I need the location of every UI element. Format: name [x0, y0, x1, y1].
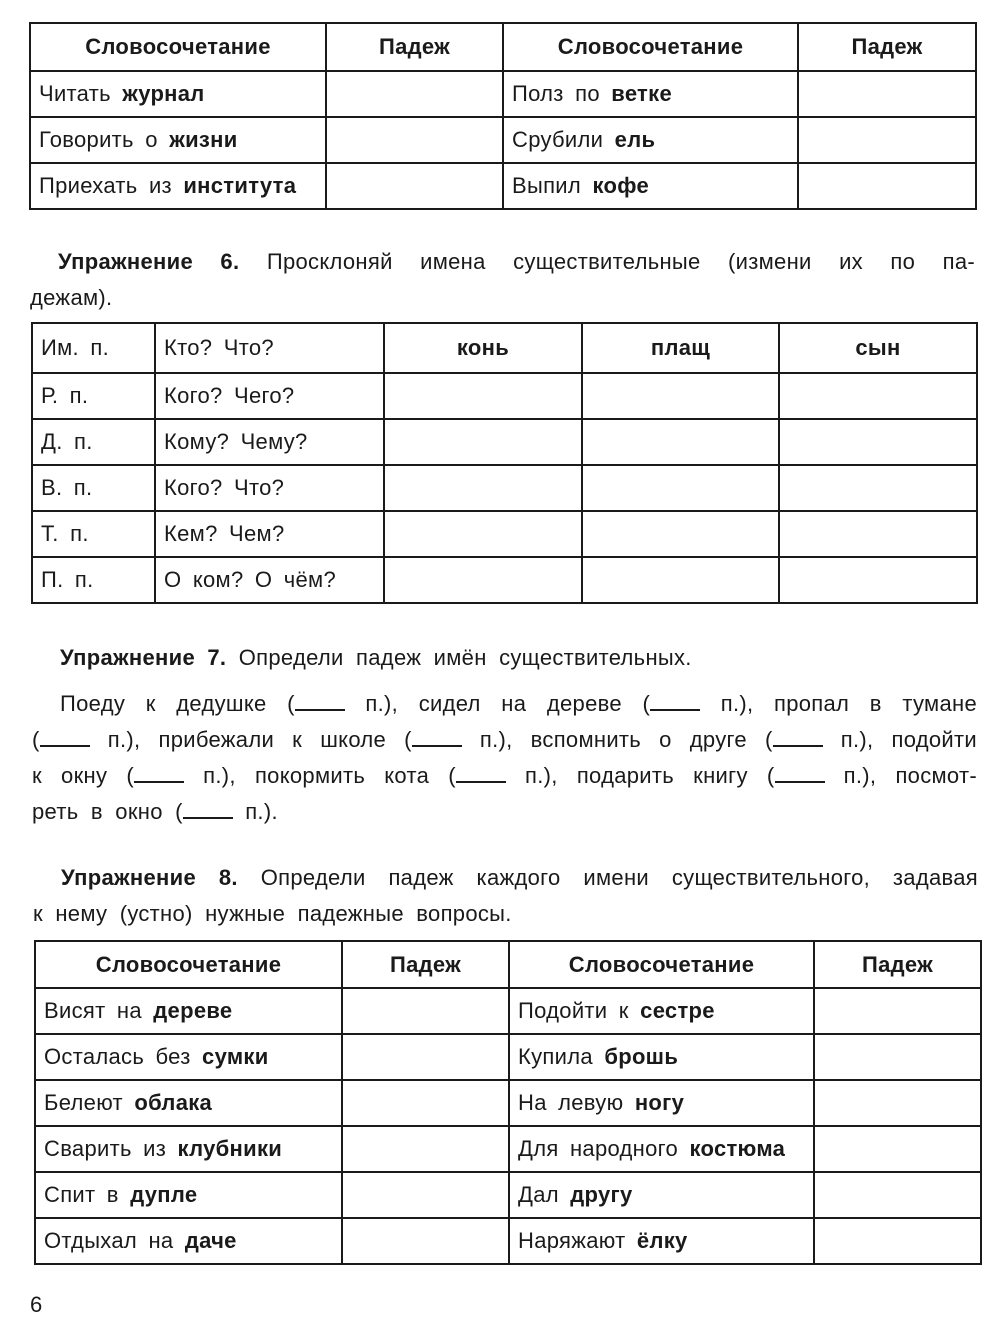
case-name-cell: Т. п. — [32, 511, 155, 557]
answer-cell[interactable] — [384, 419, 582, 465]
case-answer-cell[interactable] — [326, 71, 503, 117]
phrase-cell: Белеют облака — [35, 1080, 342, 1126]
case-question-cell: Кого? Что? — [155, 465, 384, 511]
exercise-8-line-2: к нему (устно) нужные падежные вопросы. — [33, 901, 512, 926]
phrase-cell: Говорить о жизни — [30, 117, 326, 163]
table-row — [32, 373, 977, 419]
answer-cell[interactable] — [779, 373, 977, 419]
answer-cell[interactable] — [384, 465, 582, 511]
word-header-plashch: плащ — [582, 323, 779, 373]
table-row — [35, 1126, 981, 1172]
case-answer-cell[interactable] — [326, 117, 503, 163]
phrase-cell: Для народного костюма — [509, 1126, 814, 1172]
case-question-cell: Кем? Чем? — [155, 511, 384, 557]
case-answer-cell[interactable] — [342, 988, 509, 1034]
answer-blank[interactable] — [412, 727, 462, 747]
answer-cell[interactable] — [384, 373, 582, 419]
table-row — [35, 1034, 981, 1080]
case-answer-cell[interactable] — [342, 1218, 509, 1264]
case-answer-cell[interactable] — [798, 163, 976, 209]
answer-cell[interactable] — [582, 557, 779, 603]
case-question-cell: Кому? Чему? — [155, 419, 384, 465]
table-row — [32, 557, 977, 603]
table-header-row — [30, 23, 976, 71]
exercise-6-line-1: Упражнение 6. Просклоняй имена существительные (измени их по па- — [58, 249, 975, 274]
phrase-cell: Купила брошь — [509, 1034, 814, 1080]
exercise-7-line-4: реть в окно ( п.). — [32, 799, 278, 824]
phrase-cell: Приехать из института — [30, 163, 326, 209]
exercise-8-title: Упражнение 8. — [61, 865, 238, 890]
phrase-cell: Отдыхал на даче — [35, 1218, 342, 1264]
column-header-phrase: Словосочетание — [503, 23, 798, 71]
phrase-cell: Сварить из клубники — [35, 1126, 342, 1172]
table-header-row — [32, 323, 977, 373]
answer-blank[interactable] — [183, 799, 233, 819]
case-answer-cell[interactable] — [342, 1080, 509, 1126]
table-row — [32, 511, 977, 557]
declension-table — [31, 322, 978, 604]
table-header-row — [35, 941, 981, 988]
answer-blank[interactable] — [456, 763, 506, 783]
table-row — [32, 419, 977, 465]
exercise-7 — [32, 640, 977, 830]
column-header-phrase: Словосочетание — [30, 23, 326, 71]
answer-blank[interactable] — [775, 763, 825, 783]
answer-cell[interactable] — [384, 511, 582, 557]
exercise-8-instructions — [33, 860, 978, 932]
case-answer-cell[interactable] — [814, 988, 981, 1034]
table-row — [30, 163, 976, 209]
case-answer-cell[interactable] — [814, 1126, 981, 1172]
case-answer-cell[interactable] — [798, 117, 976, 163]
exercise-7-heading: Упражнение 7. Определи падеж имён существительных. — [60, 645, 692, 670]
answer-blank[interactable] — [134, 763, 184, 783]
table-row — [35, 1172, 981, 1218]
column-header-case: Падеж — [342, 941, 509, 988]
table-row — [30, 117, 976, 163]
table-row — [35, 1080, 981, 1126]
answer-cell[interactable] — [779, 557, 977, 603]
phrase-cell: Осталась без сумки — [35, 1034, 342, 1080]
phrase-cell: Полз по ветке — [503, 71, 798, 117]
case-answer-cell[interactable] — [342, 1034, 509, 1080]
case-name-cell: Им. п. — [32, 323, 155, 373]
word-header-syn: сын — [779, 323, 977, 373]
case-name-cell: П. п. — [32, 557, 155, 603]
exercise-7-body — [32, 686, 977, 830]
answer-blank[interactable] — [773, 727, 823, 747]
column-header-phrase: Словосочетание — [35, 941, 342, 988]
answer-cell[interactable] — [582, 465, 779, 511]
exercise-6-instructions — [30, 244, 975, 316]
phrase-cell: Подойти к сестре — [509, 988, 814, 1034]
column-header-case: Падеж — [798, 23, 976, 71]
table-1 — [29, 22, 977, 210]
case-answer-cell[interactable] — [814, 1034, 981, 1080]
answer-cell[interactable] — [779, 511, 977, 557]
phrase-cell: Висят на дереве — [35, 988, 342, 1034]
case-name-cell: Р. п. — [32, 373, 155, 419]
answer-cell[interactable] — [582, 511, 779, 557]
case-answer-cell[interactable] — [342, 1172, 509, 1218]
column-header-case: Падеж — [814, 941, 981, 988]
word-header-kon: конь — [384, 323, 582, 373]
page-number: 6 — [30, 1292, 43, 1317]
table-row — [35, 988, 981, 1034]
case-name-cell: В. п. — [32, 465, 155, 511]
case-answer-cell[interactable] — [814, 1080, 981, 1126]
table-row — [35, 1218, 981, 1264]
case-question-cell: Кто? Что? — [155, 323, 384, 373]
answer-cell[interactable] — [779, 465, 977, 511]
column-header-phrase: Словосочетание — [509, 941, 814, 988]
case-answer-cell[interactable] — [326, 163, 503, 209]
case-question-cell: Кого? Чего? — [155, 373, 384, 419]
phrase-cell: Выпил кофе — [503, 163, 798, 209]
table-3 — [34, 940, 982, 1265]
answer-blank[interactable] — [650, 691, 700, 711]
answer-cell[interactable] — [582, 419, 779, 465]
answer-cell[interactable] — [582, 373, 779, 419]
table-row — [30, 71, 976, 117]
exercise-6-line-2: дежам). — [30, 285, 113, 310]
exercise-8-line-1: Упражнение 8. Определи падеж каждого имени существительного, задавая — [61, 865, 978, 890]
phrase-cell: Наряжают ёлку — [509, 1218, 814, 1264]
exercise-6-title: Упражнение 6. — [58, 249, 240, 274]
column-header-case: Падеж — [326, 23, 503, 71]
phrase-cell: На левую ногу — [509, 1080, 814, 1126]
answer-blank[interactable] — [295, 691, 345, 711]
case-name-cell: Д. п. — [32, 419, 155, 465]
exercise-7-line-2: ( п.), прибежали к школе ( п.), вспомнить о друге ( п.), подойти — [32, 727, 977, 752]
case-answer-cell[interactable] — [798, 71, 976, 117]
phrase-cell: Спит в дупле — [35, 1172, 342, 1218]
exercise-7-title: Упражнение 7. — [60, 645, 227, 670]
table-row — [32, 465, 977, 511]
exercise-7-line-3: к окну ( п.), покормить кота ( п.), подарить книгу ( п.), посмот- — [32, 763, 977, 788]
exercise-7-line-1: Поеду к дедушке ( п.), сидел на дереве ( п.), пропал в тумане — [60, 691, 978, 716]
case-answer-cell[interactable] — [342, 1126, 509, 1172]
phrase-cell: Срубили ель — [503, 117, 798, 163]
phrase-cell: Дал другу — [509, 1172, 814, 1218]
case-answer-cell[interactable] — [814, 1218, 981, 1264]
case-answer-cell[interactable] — [814, 1172, 981, 1218]
phrase-cell: Читать журнал — [30, 71, 326, 117]
case-question-cell: О ком? О чём? — [155, 557, 384, 603]
answer-blank[interactable] — [40, 727, 90, 747]
answer-cell[interactable] — [779, 419, 977, 465]
answer-cell[interactable] — [384, 557, 582, 603]
